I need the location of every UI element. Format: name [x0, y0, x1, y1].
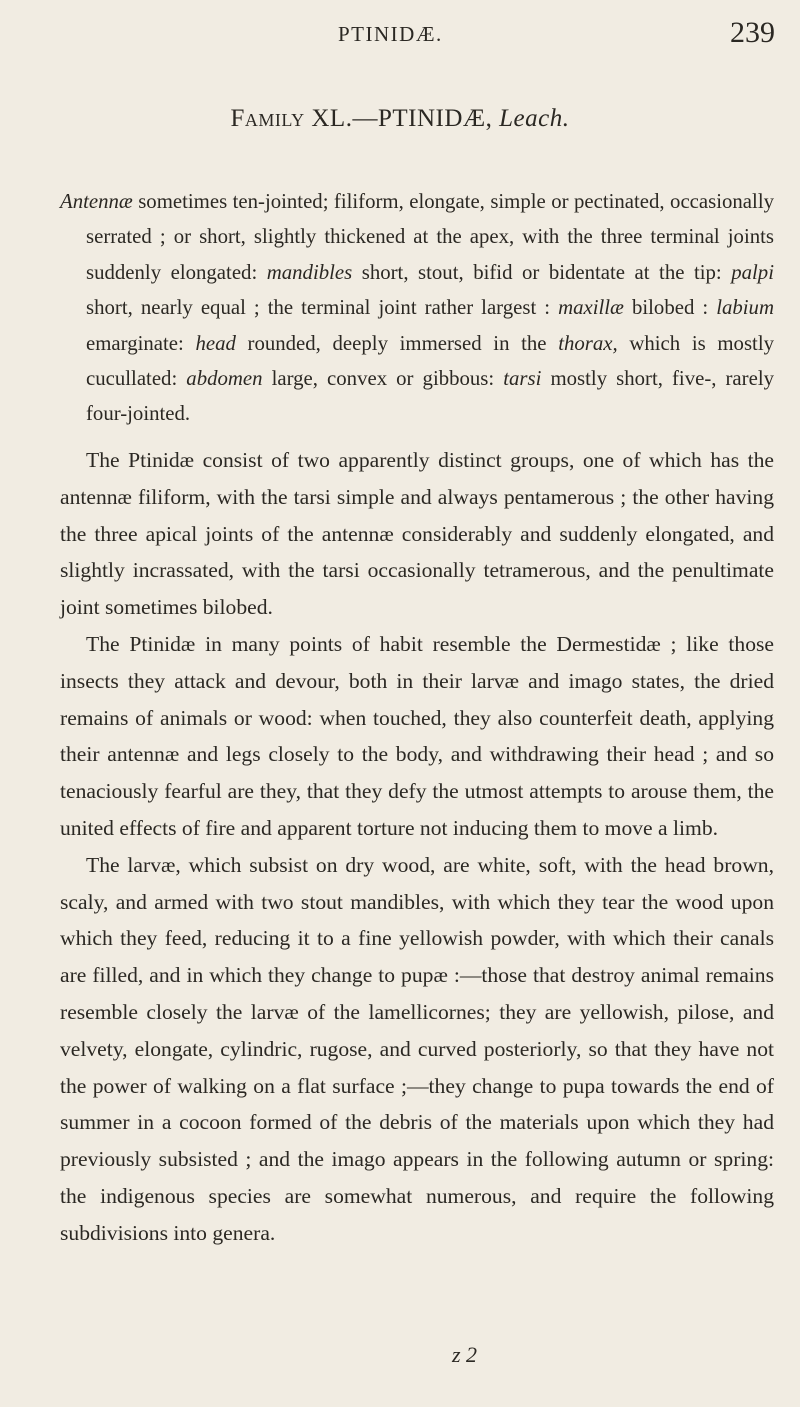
- family-label: Family: [230, 105, 305, 132]
- term-italic: Antennæ: [60, 190, 133, 213]
- running-title: PTINIDÆ.: [338, 22, 443, 46]
- text-segment: large, convex or gibbous:: [262, 367, 504, 391]
- paragraph-larvae: The larvæ, which subsist on dry wood, are white, soft, with the head brown, scaly, and armed with two stout mandibles, with which they tear the wood upon which they feed, reducing it to a fine yellowish powder, with which their canals are filled, and in which they change to pupæ :—those that destroy animal remains resemble closely the larvæ of the lamellicornes; they are yellowish, pilose, and velvety, elongate, cylindric, rugose, and curved posteriorly, so that they have not the power of walking on a flat surface ;—they change to pupa towards the end of summer in a cocoon formed of the debris of the materials upon which they had previously subsisted ; and the imago appears in the following autumn or spring: the indigenous species are somewhat numerous, and require the following subdivisions into genera.: [60, 852, 774, 1245]
- text-segment: which is mostly cucullated:: [86, 331, 774, 391]
- paragraph-groups: The Ptinidæ consist of two apparently distinct groups, one of which has the antennæ filiform, with the tarsi simple and always pentamerous ; the other having the three apical joints of the antennæ considerably and suddenly elongated, and slightly incrassated, with the tarsi occasionally tetramerous, and the penultimate joint sometimes bilobed.: [60, 448, 774, 620]
- text-segment: short, nearly equal ; the terminal joint rather largest :: [86, 296, 559, 320]
- family-name: XL.—PTINIDÆ,: [311, 105, 493, 132]
- term-italic: abdomen: [186, 367, 263, 391]
- discussion: [60, 442, 774, 1252]
- text-segment: mostly short, five-, rarely four-jointed.: [86, 367, 774, 426]
- family-heading: [0, 105, 800, 133]
- paragraph-habits: The Ptinidæ in many points of habit resemble the Dermestidæ ; like those insects they attack and devour, both in their larvæ and imago states, the dried remains of animals or wood: when touched, they also counterfeit death, applying their antennæ and legs closely to the body, and withdrawing their head ; and so tenaciously fearful are they, that they defy the utmost attempts to arouse them, the united effects of fire and apparent torture not inducing them to move a limb.: [60, 631, 774, 840]
- family-characters: [60, 184, 774, 432]
- term-italic: maxillæ: [558, 296, 624, 320]
- term-italic: thorax,: [558, 331, 618, 355]
- term-italic: head: [195, 331, 236, 355]
- term-italic: labium: [716, 296, 774, 320]
- signature-mark: z 2: [452, 1342, 478, 1367]
- family-authority: Leach.: [499, 105, 570, 132]
- text-segment: emarginate:: [86, 331, 196, 355]
- text-segment: sometimes ten-jointed; filiform, elongate, simple or pectinated, occasionally serrated ; or short, slightly thickened at the apex, with the three terminal joints suddenly elongated:: [86, 190, 774, 284]
- characters-paragraph: [60, 184, 774, 432]
- text-segment: short, stout, bifid or bidentate at the tip:: [352, 260, 732, 284]
- running-head: [0, 14, 800, 54]
- term-italic: tarsi: [503, 367, 542, 391]
- term-italic: mandibles: [266, 260, 353, 284]
- term-italic: palpi: [731, 260, 774, 284]
- text-segment: bilobed :: [623, 296, 717, 320]
- text-segment: rounded, deeply immersed in the: [235, 331, 559, 355]
- page-number: 239: [730, 16, 775, 49]
